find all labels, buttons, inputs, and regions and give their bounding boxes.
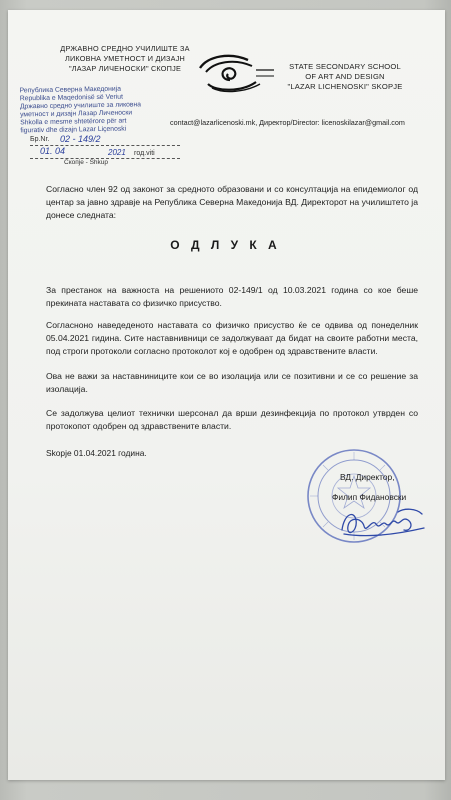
- paragraph-3: Ова не важи за наставниниците кои се во изолација или се позитивни и се со решение за изолација.: [46, 371, 418, 394]
- document-title: О Д Л У К А: [170, 238, 281, 252]
- signatory-role: ВД. Директор,: [340, 472, 395, 482]
- signatory-name: Филип Фидановски: [332, 492, 407, 502]
- intro-paragraph: Согласно член 92 од законот за средното образовани и со консултација на епидемиолог од центар за јавно здравје на Република Северна Македонија ВД. Директорот на училиштето ја донесе следната:: [46, 184, 418, 220]
- registry-year: 2021: [108, 148, 126, 157]
- school-name-en: STATE SECONDARY SCHOOL OF ART AND DESIGN "LAZAR LICHENOSKI" SKOPJE: [287, 62, 403, 91]
- paragraph-2: Согласноно наведеденото наставата со физичко присуство ќе се одвива од понеделник 05.04.2021 гидина. Сите наставнивници се задолжуваат да бидат на своите работни места, под строги протоколи согласно протоколот кој е одобрен од здравствените власти.: [46, 320, 418, 356]
- handwritten-signature: [338, 504, 428, 544]
- school-name-mk: ДРЖАВНО СРЕДНО УЧИЛИШТЕ ЗА ЛИКОВНА УМЕТНОСТ И ДИЗАЈН "ЛАЗАР ЛИЧЕНОСКИ" СКОПЈЕ: [60, 44, 190, 73]
- place-and-date: Skopje 01.04.2021 година.: [46, 448, 147, 458]
- school-stamp-text: Република Северна Македонија Republika e Maqedonisë së Veriut Државно средно училиште за ликовна уметност и дизајн Лазар Личеноски Shkolla e mesme shtetërore për art figurativ dhe dizajn Lazar Liçenoski: [19, 85, 142, 135]
- paragraph-4: Се задолжува целиот технички шерсонал да врши дезинфекција по протокол утврден со протокопот одобрен од здравствените власти.: [46, 408, 418, 431]
- registry-date: 01. 04: [40, 146, 66, 156]
- registry-number-label: Бр.Nr.: [30, 136, 50, 143]
- school-logo: [190, 50, 276, 94]
- contact-line: contact@lazarlicenoski.mk, Директор/Director: licenoskilazar@gmail.com: [170, 118, 405, 127]
- paragraph-1: За престанок на важноста на решениото 02-149/1 од 10.03.2021 година со кое беше прекината наставата со физичко присуство.: [46, 285, 418, 308]
- registry-year-suffix: год.viti: [134, 150, 155, 157]
- registry-place: Скопје - Shkup: [64, 159, 109, 166]
- registry-number: 02 - 149/2: [60, 134, 101, 144]
